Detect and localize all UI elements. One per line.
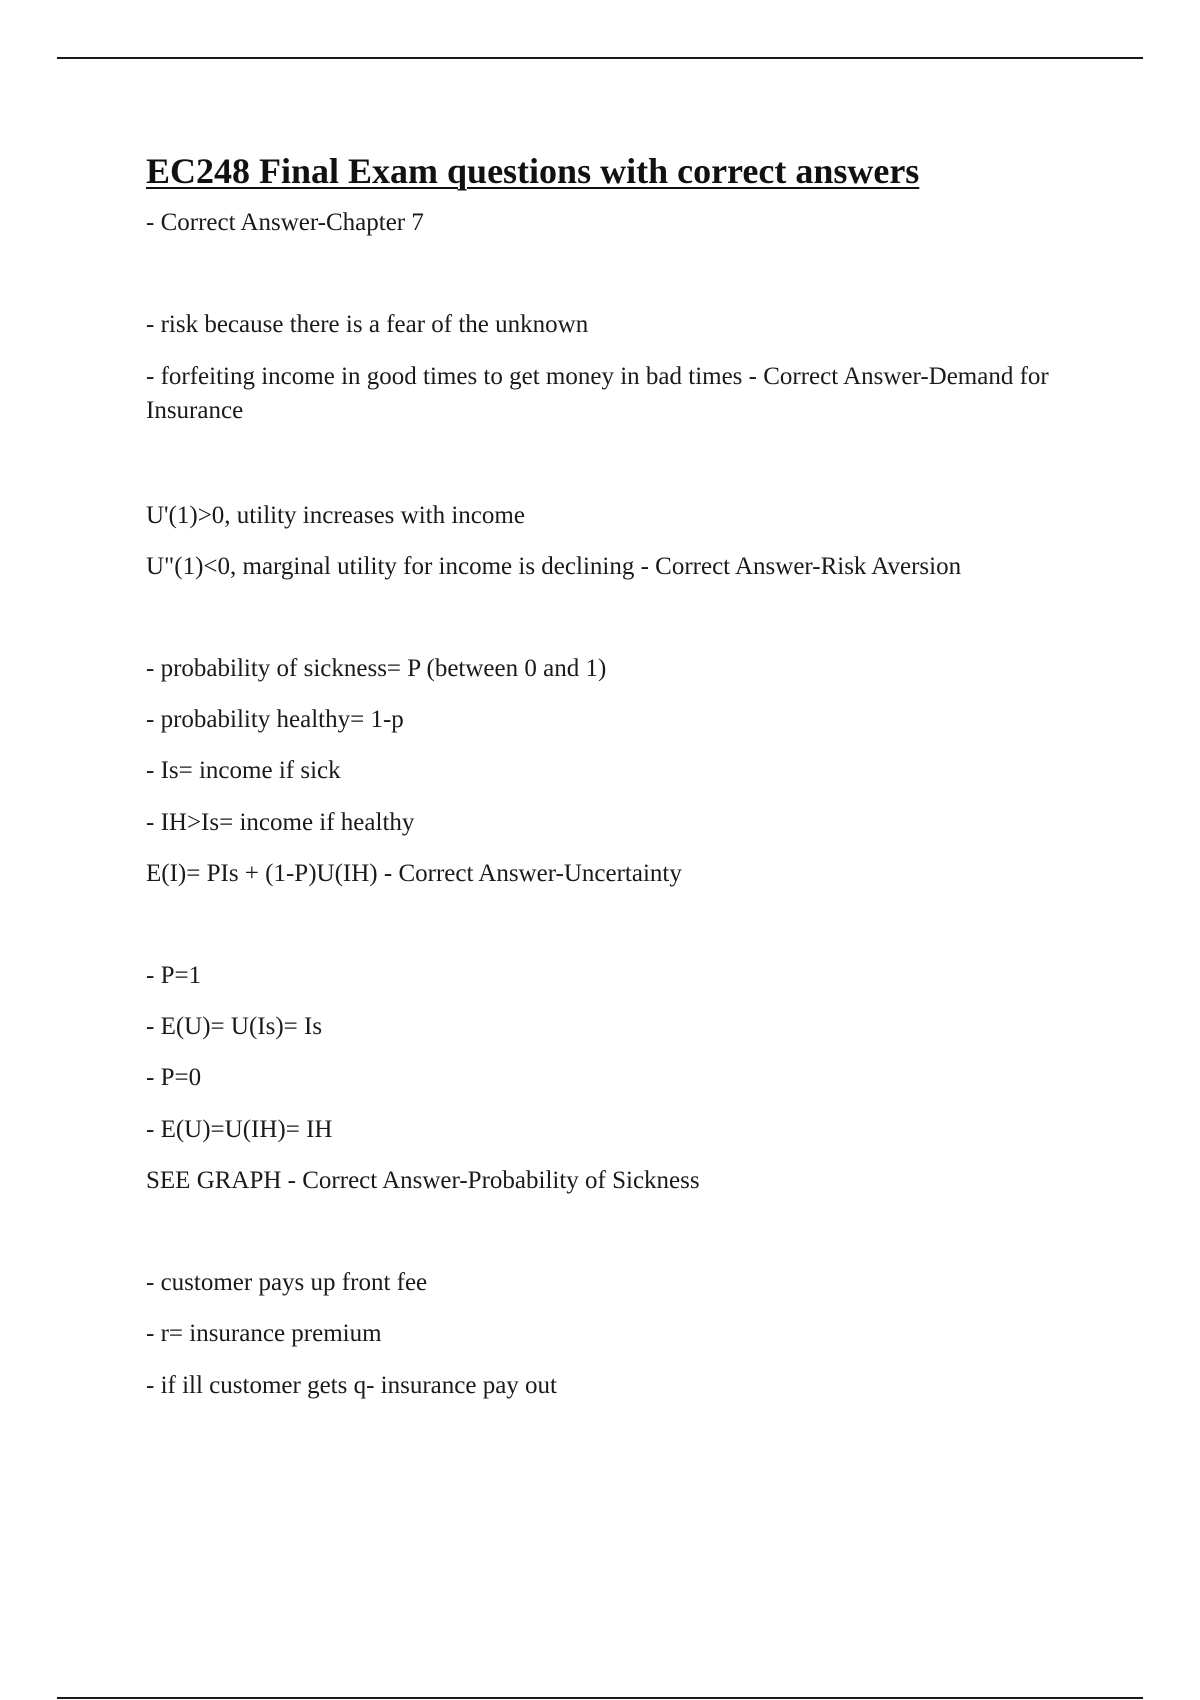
text-line: SEE GRAPH - Correct Answer-Probability of Sickness (146, 1167, 700, 1194)
text-line: - customer pays up front fee (146, 1269, 428, 1296)
text-line: U'(1)>0, utility increases with income (146, 502, 525, 529)
text-line: - r= insurance premium (146, 1320, 382, 1347)
text-line: E(I)= PIs + (1-P)U(IH) - Correct Answer-Uncertainty (146, 860, 682, 887)
text-line: - forfeiting income in good times to get money in bad times - Correct Answer-Demand for Insurance (146, 363, 1049, 424)
text-line: - Correct Answer-Chapter 7 (146, 209, 424, 236)
text-line: - P=1 (146, 962, 202, 989)
top-rule (57, 57, 1143, 59)
text-line: U"(1)<0, marginal utility for income is declining - Correct Answer-Risk Aversion (146, 553, 962, 580)
text-line: - E(U)= U(Is)= Is (146, 1013, 323, 1040)
text-line: - probability of sickness= P (between 0 and 1) (146, 655, 607, 682)
document-title: EC248 Final Exam questions with correct answers (146, 151, 920, 191)
text-line: - if ill customer gets q- insurance pay out (146, 1372, 557, 1399)
text-line: - P=0 (146, 1064, 202, 1091)
text-line: - E(U)=U(IH)= IH (146, 1116, 333, 1143)
text-line: - IH>Is= income if healthy (146, 809, 415, 836)
bottom-rule (57, 1697, 1143, 1699)
document-body (146, 140, 1086, 1403)
text-line: - Is= income if sick (146, 757, 341, 784)
text-line: - probability healthy= 1-p (146, 706, 404, 733)
text-line: - risk because there is a fear of the unknown (146, 311, 589, 338)
